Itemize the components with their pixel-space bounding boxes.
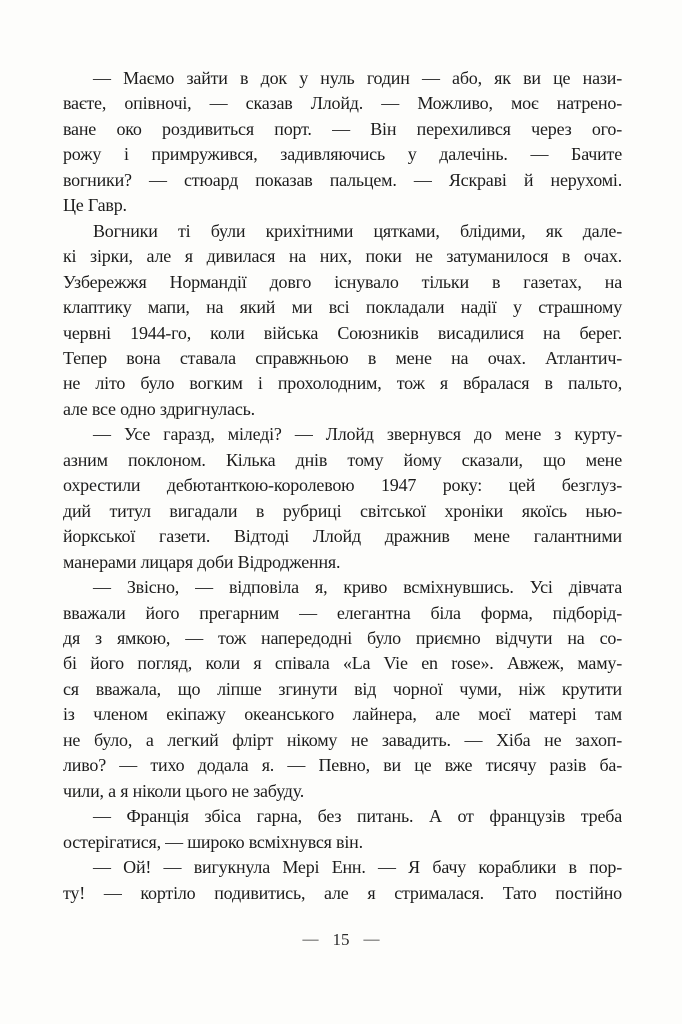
text-line: дя з ямкою, — тож напередодні було приємно відчути на со-: [63, 627, 622, 648]
text-line: Узбережжя Нормандії довго існувало тільки в газетах, на: [63, 271, 622, 292]
text-line: кі зірки, але я дивилася на них, поки не затуманилося в очах.: [63, 246, 622, 267]
paragraph: [63, 575, 622, 804]
paragraph: [63, 219, 622, 423]
page-footer: [0, 930, 682, 950]
footer-dash-left: —: [302, 931, 319, 948]
text-line: Вогники ті були крихітними цятками, блідими, як дале-: [93, 220, 622, 241]
text-line: червні 1944-го, коли війська Союзників висадилися на берег.: [63, 322, 622, 343]
text-line: бі його погляд, коли я співала «La Vie en rose». Авжеж, маму-: [63, 653, 622, 674]
page-text: [63, 66, 622, 906]
text-line: але все одно здригнулась.: [63, 398, 255, 419]
text-line: вважали його прегарним — елегантна біла форма, підборід-: [63, 602, 622, 623]
text-line: — Ой! — вигукнула Мері Енн. — Я бачу кораблики в пор-: [93, 857, 622, 878]
text-line: ся вважала, що ліпше згинути від чорної чуми, ніж крутити: [63, 678, 622, 699]
text-line: ваєте, опівночі, — сказав Ллойд. — Можливо, моє натрено-: [63, 93, 622, 114]
text-line: дий титул вигадали в рубриці світської хроніки якоїсь нью-: [63, 500, 622, 521]
text-line: із членом екіпажу океанського лайнера, але моєї матері там: [63, 704, 622, 725]
text-line: не було, а легкий флірт нікому не завадить. — Хіба не захоп-: [63, 729, 622, 750]
text-line: охрестили дебютанткою-королевою 1947 року: цей безглуз-: [63, 475, 622, 496]
text-line: манерами лицаря доби Відродження.: [63, 551, 341, 572]
text-line: клаптику мапи, на який ми всі покладали надії у страшному: [63, 297, 622, 318]
footer-dash-right: —: [363, 931, 380, 948]
text-line: рожу і примружився, задивляючись у далечінь. — Бачите: [63, 144, 622, 165]
text-line: вогники? — стюард показав пальцем. — Яскраві й нерухомі.: [63, 169, 622, 190]
text-line: остерігатися, — широко всміхнувся він.: [63, 831, 363, 852]
paragraph: [63, 804, 622, 855]
text-line: азним поклоном. Кілька днів тому йому сказали, що мене: [63, 449, 622, 470]
paragraph: [63, 422, 622, 575]
text-line: Це Гавр.: [63, 195, 127, 216]
text-line: не літо було вогким і прохолодним, тож я вбралася в пальто,: [63, 373, 622, 394]
text-line: ване око роздивиться порт. — Він перехилився через ого-: [63, 118, 622, 139]
text-line: — Франція збіса гарна, без питань. А от французів треба: [93, 806, 622, 827]
page-number: 15: [332, 930, 350, 949]
text-line: — Маємо зайти в док у нуль годин — або, як ви це нази-: [93, 68, 622, 88]
text-line: ливо? — тихо додала я. — Певно, ви це вже тисячу разів ба-: [63, 755, 622, 776]
paragraph: [63, 855, 622, 906]
text-line: ту! — кортіло подивитись, але я стрималася. Тато постійно: [63, 882, 622, 903]
text-line: чили, а я ніколи цього не забуду.: [63, 780, 305, 801]
paragraph: [63, 66, 622, 219]
text-line: Тепер вона ставала справжньою в мене на очах. Атлантич-: [63, 347, 622, 368]
text-line: — Звісно, — відповіла я, криво всміхнувшись. Усі дівчата: [93, 577, 622, 598]
text-line: йоркської газети. Відтоді Ллойд дражнив мене галантними: [63, 526, 622, 547]
text-line: — Усе гаразд, міледі? — Ллойд звернувся до мене з курту-: [93, 424, 622, 445]
